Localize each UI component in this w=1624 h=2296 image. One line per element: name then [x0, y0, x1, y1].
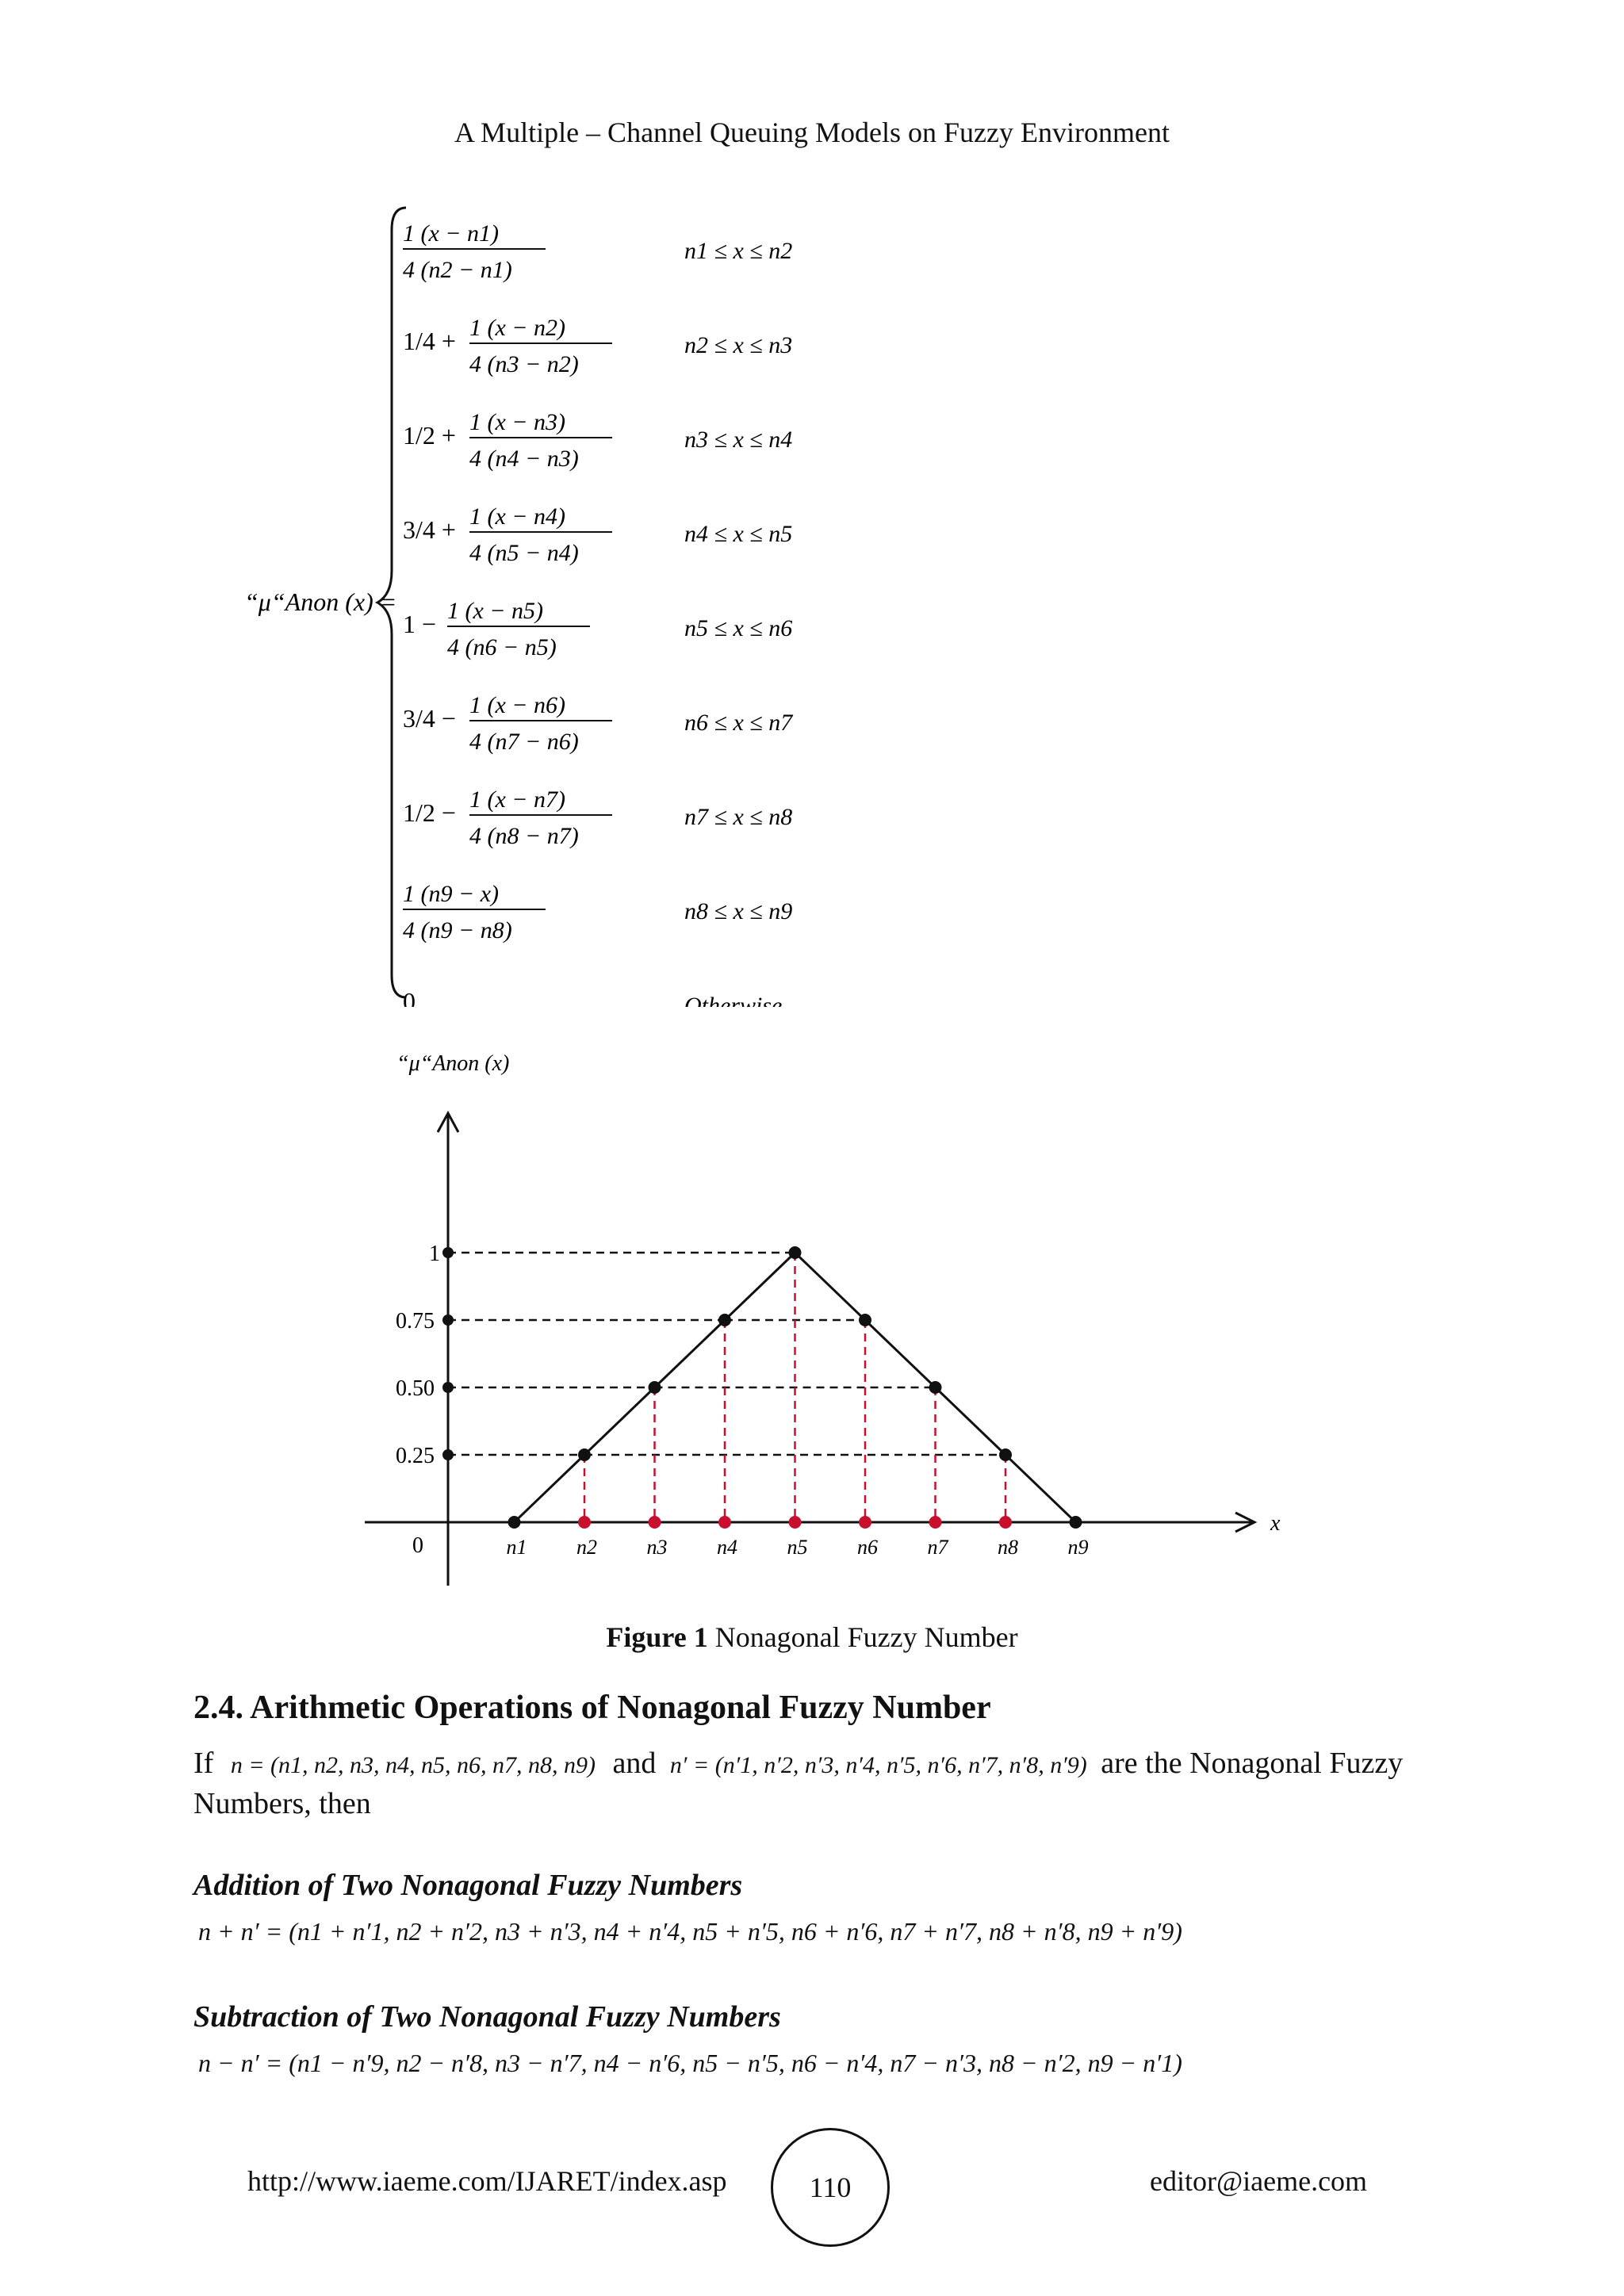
y-tick-label: 0.75 — [396, 1309, 435, 1334]
intro-and: and — [612, 1747, 657, 1780]
x-tick-label: n7 — [927, 1536, 948, 1559]
data-point — [929, 1381, 942, 1394]
y-axis-label: “μ“Anon (x) — [396, 1051, 510, 1076]
case-condition: n6 ≤ x ≤ n7 — [684, 710, 793, 736]
case-row — [403, 220, 792, 283]
case-prefix: 1/2 + — [403, 421, 456, 450]
data-point — [859, 1314, 871, 1326]
case-denominator: 4 (n7 − n6) — [469, 729, 579, 755]
addition-heading: Addition of Two Nonagonal Fuzzy Numbers — [193, 1869, 743, 1902]
case-condition: n2 ≤ x ≤ n3 — [684, 332, 793, 358]
data-point — [789, 1246, 802, 1259]
case-numerator: 1 (x − n4) — [469, 503, 566, 530]
page-number — [771, 2128, 890, 2247]
subtraction-formula: n − n′ = (n1 − n′9, n2 − n′8, n3 − n′7, n4 − n′6, n5 − n′5, n6 − n′4, n7 − n′3, n8 − n′2, n9 − n′1) — [198, 2049, 1182, 2077]
x-tick-label: n4 — [717, 1536, 737, 1559]
y-tick-label: 0.50 — [396, 1376, 435, 1401]
case-condition: n8 ≤ x ≤ n9 — [684, 898, 793, 924]
y-tick-label: 0.25 — [396, 1444, 435, 1468]
case-condition: n1 ≤ x ≤ n2 — [684, 238, 793, 264]
data-point — [1070, 1516, 1082, 1529]
addition-formula: n + n′ = (n1 + n′1, n2 + n′2, n3 + n′3, n4 + n′4, n5 + n′5, n6 + n′6, n7 + n′7, n8 + n′8, n9 + n′9) — [198, 1917, 1182, 1946]
x-axis-label: x — [1270, 1511, 1281, 1536]
case-numerator: 1 (x − n1) — [403, 220, 500, 247]
x-tick-label: n3 — [646, 1536, 668, 1559]
caption-text: Nonagonal Fuzzy Number — [707, 1621, 1018, 1653]
case-denominator: 4 (n6 − n5) — [447, 634, 557, 660]
x-tick-label: n1 — [506, 1536, 527, 1559]
case-numerator: 1 (x − n7) — [469, 786, 566, 813]
axis-projection-point — [789, 1516, 802, 1529]
cases-group — [403, 220, 794, 1007]
case-denominator: 4 (n8 − n7) — [469, 823, 579, 849]
origin-label: 0 — [412, 1533, 423, 1558]
n-definition: n = (n1, n2, n3, n4, n5, n6, n7, n8, n9) — [230, 1752, 596, 1778]
x-tick-label: n2 — [576, 1536, 597, 1559]
x-tick-label: n5 — [787, 1536, 808, 1559]
intro-if: If — [193, 1747, 214, 1780]
membership-lhs: “μ“Anon (x) = — [244, 587, 397, 616]
case-denominator: 4 (n3 − n2) — [469, 351, 579, 377]
case-row — [403, 409, 792, 472]
intro-tail: are the Nonagonal Fuzzy Numbers, then — [193, 1747, 1404, 1820]
figure-caption — [0, 1621, 1624, 1654]
axis-projection-point — [859, 1516, 871, 1529]
case-condition: n3 ≤ x ≤ n4 — [684, 427, 793, 453]
footer-url[interactable]: http://www.iaeme.com/IJARET/index.asp — [247, 2165, 727, 2197]
membership-equation-svg — [236, 198, 871, 1007]
page-number-text: 110 — [809, 2172, 852, 2203]
case-row — [403, 987, 782, 1007]
case-prefix: 3/4 + — [403, 515, 456, 544]
data-point — [718, 1314, 731, 1326]
case-row — [403, 786, 792, 849]
case-prefix: 1 − — [403, 610, 437, 638]
case-condition: n4 ≤ x ≤ n5 — [684, 521, 793, 547]
axis-projection-point — [718, 1516, 731, 1529]
case-prefix: 1/2 − — [403, 798, 456, 827]
x-tick-label: n8 — [998, 1536, 1018, 1559]
case-numerator: 1 (x − n5) — [447, 598, 544, 624]
case-denominator: 4 (n2 − n1) — [403, 257, 512, 283]
data-point — [649, 1381, 661, 1394]
case-row — [403, 881, 792, 943]
case-condition: Otherwise — [684, 993, 783, 1007]
case-numerator: 1 (x − n6) — [469, 692, 566, 718]
case-numerator: 1 (n9 − x) — [403, 881, 500, 907]
case-denominator: 4 (n4 − n3) — [469, 446, 579, 472]
membership-function — [236, 198, 871, 1011]
caption-label: Figure 1 — [606, 1621, 708, 1653]
nonagonal-chart — [349, 1047, 1300, 1605]
axis-projection-point — [999, 1516, 1012, 1529]
running-head: A Multiple – Channel Queuing Models on Fuzzy Environment — [454, 117, 1170, 148]
case-denominator: 4 (n5 − n4) — [469, 540, 579, 566]
data-point — [999, 1448, 1012, 1461]
nprime-definition: n′ = (n′1, n′2, n′3, n′4, n′5, n′6, n′7, n′8, n′9) — [669, 1752, 1087, 1778]
case-condition: n5 ≤ x ≤ n6 — [684, 615, 793, 641]
case-prefix: 3/4 − — [403, 704, 456, 733]
case-row — [403, 503, 792, 566]
data-point — [578, 1448, 591, 1461]
case-row — [403, 315, 792, 377]
case-row — [403, 598, 792, 660]
footer-email[interactable]: editor@iaeme.com — [1150, 2165, 1368, 2197]
case-prefix: 0 — [403, 987, 416, 1007]
x-tick-label: n6 — [857, 1536, 878, 1559]
data-point — [508, 1516, 521, 1529]
y-tick-label: 1 — [429, 1242, 440, 1266]
chart-svg — [349, 1047, 1300, 1601]
axis-projection-point — [929, 1516, 942, 1529]
case-row — [403, 692, 794, 755]
case-denominator: 4 (n9 − n8) — [403, 917, 512, 943]
case-numerator: 1 (x − n2) — [469, 315, 566, 341]
case-condition: n7 ≤ x ≤ n8 — [684, 804, 793, 830]
axis-projection-point — [578, 1516, 591, 1529]
x-tick-label: n9 — [1067, 1536, 1089, 1559]
case-numerator: 1 (x − n3) — [469, 409, 566, 435]
axis-projection-point — [649, 1516, 661, 1529]
case-prefix: 1/4 + — [403, 327, 456, 355]
section-heading: 2.4. Arithmetic Operations of Nonagonal Fuzzy Number — [193, 1689, 991, 1726]
subtraction-heading: Subtraction of Two Nonagonal Fuzzy Numbers — [193, 2000, 781, 2034]
intro-paragraph — [193, 1744, 1432, 1823]
